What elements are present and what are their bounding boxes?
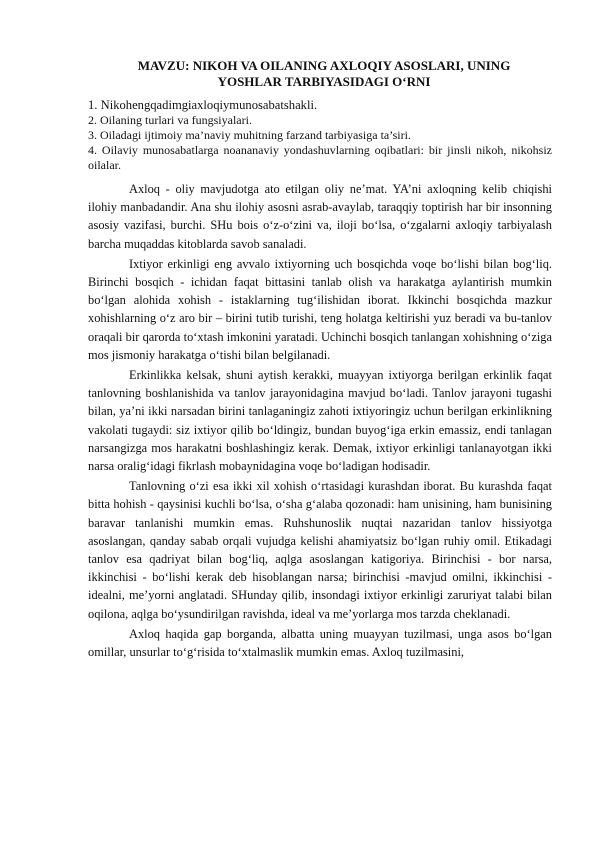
body-paragraph: Axloq haqida gap borganda, albatta uning muayyan tuzilmasi, unga asos bo‘lgan omillar, unsurlar to‘g‘risida to‘xtalmaslik mumkin emas. Axloq tuzilmasini, — [88, 626, 552, 660]
plan-item: 4. Oilaviy munosabatlarga noananaviy yondashuvlarning oqibatlari: bir jinsli nikoh, nikohsiz oilalar. — [88, 143, 552, 172]
plan-item: 3. Oiladagi ijtimoiy ma’naviy muhitning farzand tarbiyasiga ta’siri. — [88, 128, 411, 142]
body-paragraph: Erkinlikka kelsak, shuni aytish kerakki, muayyan ixtiyorga berilgan erkinlik faqat tanlovning boshlanishida va tanlov jarayonidagina mavjud bo‘ladi. Tanlov jarayoni tugashi bilan, ya’ni ikki narsadan birini tanlaganingiz zahoti ixtiyoringiz uchun berilgan erkinlikning vakolati tugaydi: siz ixtiyor qilib bo‘ldingiz, bundan buyog‘iga erkin emassiz, endi tanlagan narsangizga mos harakatni boshlashingiz kerak. Demak, ixtiyor erkinligi tanlanayotgan ikki narsa oralig‘idagi fikrlash mobaynidagina voqe bo‘ladigan hodisadir. — [88, 368, 552, 474]
title-line-2: YOSHLAR TARBIYASIDAGI O‘RNI — [217, 74, 431, 89]
plan-item: 2. Oilaning turlari va fungsiyalari. — [88, 113, 252, 127]
plan-item: 1. Nikohengqadimgiaxloqiymunosabatshakli. — [88, 98, 318, 112]
document-title — [88, 58, 552, 90]
title-line-1: MAVZU: NIKOH VA OILANING AXLOQIY ASOSLARI, UNING — [137, 58, 511, 73]
topic-plan-list — [88, 98, 552, 173]
body-paragraph: Tanlovning o‘zi esa ikki xil xohish o‘rtasidagi kurashdan iborat. Bu kurashda faqat bitta hohish - qaysinisi kuchli bo‘lsa, o‘sha g‘alaba qozonadi: ham unisining, ham bunisining baravar tanlanishi mumkin emas. Ruhshunoslik nuqtai nazaridan tanlov hissiyotga asoslangan, qanday sabab orqali vujudga kelishi ahamiyatsiz bo‘lgan ruhiy omil. Etikadagi tanlov esa qadriyat bilan bog‘liq, aqlga asoslangan katigoriya. Birinchisi - bor narsa, ikkinchisi - bo‘lishi kerak deb hisoblangan narsa; birinchisi -mavjud omilni, ikkinchisi - idealni, me’yorni anglatadi. SHunday qilib, insondagi ixtiyor erkinligi zaruriyat talabi bilan oqilona, aqlga bo‘ysundirilgan ravishda, ideal va me’yorlarga mos tarzda cheklanadi. — [88, 479, 552, 621]
body-paragraph: Ixtiyor erkinligi eng avvalo ixtiyorning uch bosqichda voqe bo‘lishi bilan bog‘liq. Birinchi bosqich - ichidan faqat bittasini tanlab olish va harakatga aylantirish mumkin bo‘lgan alohida xohish - istaklarning tug‘ilishidan iborat. Ikkinchi bosqichda mazkur xohishlarning o‘z aro bir – birini tutib turishi, teng holatga keltirishi yuz beradi va bu-tanlov oraqali bir qarorda to‘xtash imkonini yaratadi. Uchinchi bosqich tanlangan xohishning o‘ziga mos jismoniy harakatga o‘tishi bilan belgilanadi. — [88, 256, 552, 362]
body-paragraph: Axloq - oliy mavjudotga ato etilgan oliy ne’mat. YA’ni axloqning kelib chiqishi ilohiy manbadandir. Ana shu ilohiy asosni asrab-avaylab, taraqqiy toptirish har bir insonning asosiy vazifasi, burchi. SHu bois o‘z-o‘zini va, iloji bo‘lsa, o‘zgalarni axloqiy tarbiyalash barcha muqaddas kitoblarda savob sanaladi. — [88, 182, 552, 251]
